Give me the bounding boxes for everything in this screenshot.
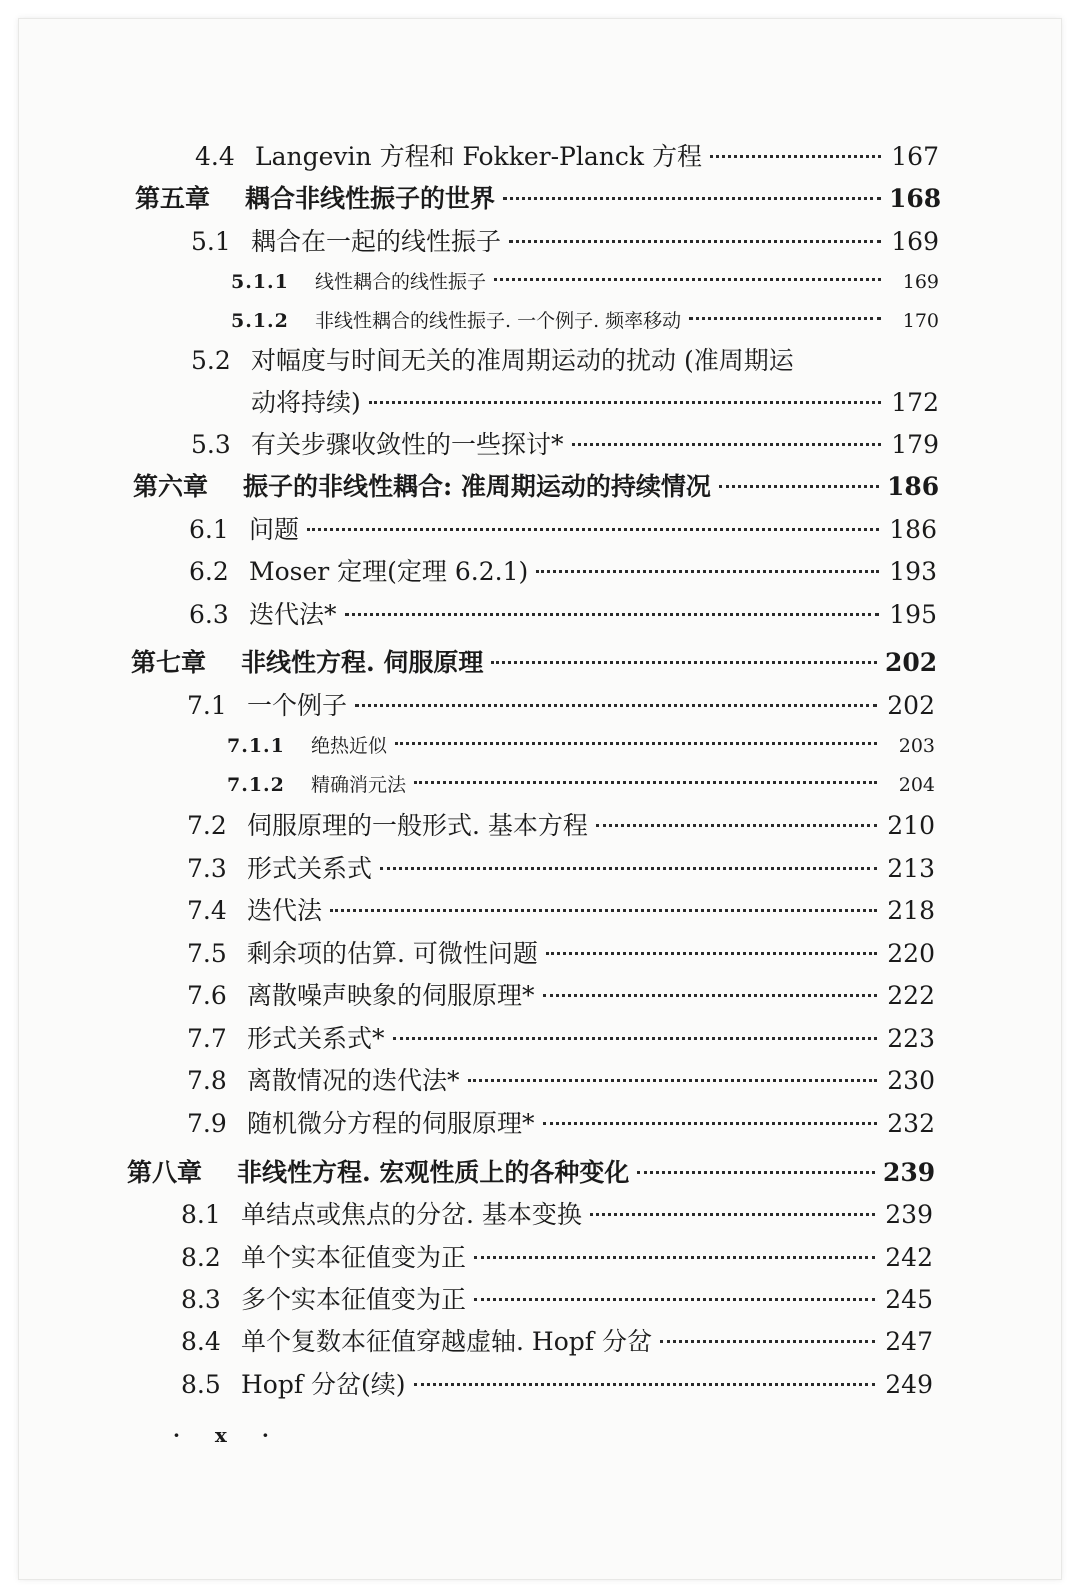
page-number: 169 [902,271,939,293]
section-number: 7.9 [187,1109,227,1138]
section-title: 多个实本征值变为正 [241,1285,467,1314]
section-number: 5.1 [191,227,231,256]
dot-leader [572,443,881,446]
section-title: Hopf 分岔(续) [241,1370,406,1399]
toc-entry-7-1 [187,686,935,722]
section-title: Langevin 方程和 Fokker-Planck 方程 [255,142,702,171]
dot-leader [380,867,877,870]
dot-leader [689,317,881,320]
page-number: 202 [887,691,935,720]
toc-entry-8-5 [181,1365,933,1401]
toc-entry-5-1 [191,222,939,258]
page-number: 193 [889,557,937,586]
toc-entry-5-1-2 [231,306,939,333]
toc-entry-7-1-2 [227,770,935,797]
toc-entry-5-3 [191,425,939,461]
chapter-number: 第八章 [127,1158,203,1187]
page-number: 204 [898,774,935,796]
toc-entry-8-1 [181,1195,933,1231]
toc-entry-7-3 [187,849,935,885]
dot-leader [307,528,879,531]
page-number: 172 [891,388,939,417]
dot-leader [596,824,877,827]
dot-leader [393,1037,877,1040]
toc-entry-chapter-8 [127,1153,936,1189]
section-title-continuation: 动将持续) [251,388,361,417]
page-number: 210 [887,811,935,840]
section-number: 5.2 [191,346,231,375]
page-number: 168 [889,184,942,213]
toc-entry-7-5 [187,934,935,970]
dot-leader [543,1122,877,1125]
page-number: 230 [887,1066,935,1095]
page-number: 186 [887,472,940,501]
page-number: 179 [891,430,939,459]
toc-entry-7-4 [187,891,935,927]
page-number: 186 [889,515,937,544]
dot-leader [543,994,877,997]
chapter-title: 耦合非线性振子的世界 [245,184,496,213]
page-number: 167 [891,142,939,171]
subsection-title: 绝热近似 [311,735,388,757]
page-number: 239 [883,1158,936,1187]
page-footer-number: · x · [173,1423,283,1447]
page-number: 242 [885,1243,933,1272]
section-number: 7.6 [187,981,227,1010]
toc-entry-7-9 [187,1104,935,1140]
section-title: Moser 定理(定理 6.2.1) [249,557,529,586]
dot-leader [494,278,881,281]
section-title: 一个例子 [247,691,348,720]
dot-leader [590,1213,875,1216]
page-number: 202 [885,648,938,677]
subsection-number: 5.1.2 [231,310,289,332]
dot-leader [536,570,879,573]
toc-entry-6-2 [189,552,937,588]
page-number: 249 [885,1370,933,1399]
toc-entry-5-2-continued [251,383,939,419]
section-number: 7.8 [187,1066,227,1095]
subsection-number: 5.1.1 [231,271,289,293]
subsection-number: 7.1.2 [227,774,285,796]
section-number: 8.2 [181,1243,221,1272]
section-number: 5.3 [191,430,231,459]
section-title: 伺服原理的一般形式. 基本方程 [247,811,588,840]
section-title: 剩余项的估算. 可微性问题 [247,939,538,968]
section-number: 7.7 [187,1024,227,1053]
toc-entry-chapter-7 [131,643,938,679]
chapter-title: 非线性方程. 伺服原理 [241,648,484,677]
subsection-number: 7.1.1 [227,735,285,757]
dot-leader [491,661,877,664]
page-number: 232 [887,1109,935,1138]
toc-entry-6-1 [189,510,937,546]
table-of-contents [19,19,1061,1579]
dot-leader [355,704,877,707]
toc-entry-7-2 [187,806,935,842]
toc-entry-6-3 [189,595,937,631]
dot-leader [503,197,881,200]
section-number: 7.1 [187,691,227,720]
section-number: 8.3 [181,1285,221,1314]
section-title: 单个实本征值变为正 [241,1243,467,1272]
subsection-title: 非线性耦合的线性振子. 一个例子. 频率移动 [315,310,682,332]
chapter-number: 第五章 [135,184,211,213]
page-number: 239 [885,1200,933,1229]
section-title: 问题 [249,515,300,544]
toc-entry-7-6 [187,976,935,1012]
section-number: 8.1 [181,1200,221,1229]
page-number: 170 [902,310,939,332]
page-number: 247 [885,1327,933,1356]
page-number: 203 [898,735,935,757]
dot-leader [395,742,877,745]
page-number: 218 [887,896,935,925]
dot-leader [474,1298,875,1301]
toc-entry-7-7 [187,1019,935,1055]
page-number: 213 [887,854,935,883]
section-title: 迭代法 [247,896,323,925]
page-number: 222 [887,981,935,1010]
section-title: 形式关系式* [247,1024,385,1053]
toc-entry-5-2 [191,341,939,377]
chapter-title: 振子的非线性耦合: 准周期运动的持续情况 [243,472,711,501]
toc-entry-7-8 [187,1061,935,1097]
section-number: 6.3 [189,600,229,629]
dot-leader [474,1256,875,1259]
section-title: 离散情况的迭代法* [247,1066,460,1095]
section-number: 6.2 [189,557,229,586]
dot-leader [509,240,881,243]
section-number: 7.5 [187,939,227,968]
chapter-title: 非线性方程. 宏观性质上的各种变化 [237,1158,630,1187]
toc-entry-8-4 [181,1322,933,1358]
dot-leader [330,909,877,912]
section-number: 7.2 [187,811,227,840]
dot-leader [660,1340,875,1343]
dot-leader [546,952,877,955]
toc-entry-5-1-1 [231,267,939,294]
section-title: 对幅度与时间无关的准周期运动的扰动 (准周期运 [251,346,794,375]
page-number: 220 [887,939,935,968]
dot-leader [414,1383,875,1386]
section-title: 形式关系式 [247,854,373,883]
chapter-number: 第六章 [133,472,209,501]
dot-leader [719,485,879,488]
section-number: 7.4 [187,896,227,925]
dot-leader [637,1171,875,1174]
section-number: 8.5 [181,1370,221,1399]
dot-leader [345,613,879,616]
chapter-number: 第七章 [131,648,207,677]
section-number: 4.4 [195,142,235,171]
document-page [18,18,1062,1580]
toc-entry-8-3 [181,1280,933,1316]
section-title: 单结点或焦点的分岔. 基本变换 [241,1200,582,1229]
toc-entry-chapter-5 [135,179,942,215]
section-title: 耦合在一起的线性振子 [251,227,502,256]
page-number: 223 [887,1024,935,1053]
section-number: 6.1 [189,515,229,544]
toc-entry-7-1-1 [227,731,935,758]
page-number: 195 [889,600,937,629]
section-title: 单个复数本征值穿越虚轴. Hopf 分岔 [241,1327,652,1356]
page-number: 169 [891,227,939,256]
section-title: 离散噪声映象的伺服原理* [247,981,535,1010]
section-number: 8.4 [181,1327,221,1356]
subsection-title: 精确消元法 [311,774,407,796]
toc-entry-4-4 [195,137,939,173]
page-number: 245 [885,1285,933,1314]
dot-leader [414,781,877,784]
dot-leader [369,401,881,404]
dot-leader [468,1079,877,1082]
toc-entry-chapter-6 [133,467,940,503]
toc-entry-8-2 [181,1238,933,1274]
section-number: 7.3 [187,854,227,883]
subsection-title: 线性耦合的线性振子 [315,271,487,293]
dot-leader [710,155,881,158]
section-title: 随机微分方程的伺服原理* [247,1109,535,1138]
section-title: 有关步骤收敛性的一些探讨* [251,430,564,459]
section-title: 迭代法* [249,600,337,629]
